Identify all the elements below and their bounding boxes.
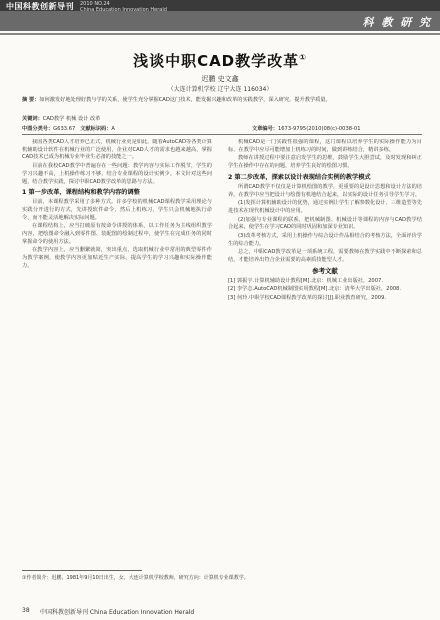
clc-label: 中图分类号：: [22, 126, 54, 132]
reference-item: [2] 李学志.AutoCAD机械制图实用教程[M].北京：清华大学出版社，2008.: [228, 286, 402, 293]
keywords-label: 关键词：: [22, 116, 43, 122]
body-paragraph: 在教学内容上，应当删繁就简，突出重点，选取机械行业中常用的典型零件作为教学案例，使教学内容更加贴近生产实际，提高学生的学习兴趣和实际操作能力。: [22, 247, 212, 269]
title-text: 浅谈中职CAD教学改革: [133, 52, 300, 70]
author-footnote: ①作者简介：迟鹏，1981年9月10日出生，女，大连计算机学校教师，研究方向：计算机专业课教学。: [22, 575, 249, 581]
doc-code-label: 文献标识码：: [80, 126, 112, 132]
article-number: [252, 125, 361, 132]
body-paragraph: 在课程结构上，应当打破原有按命令讲授的体系，以工作任务为主线组织教学内容，把绘图命令融入到零件图、装配图的绘制过程中，使学生在完成任务的同时掌握命令的使用方法。: [22, 223, 212, 245]
article-title: [0, 50, 440, 71]
body-paragraph: 教师在讲授过程中要注意启发学生的思维，鼓励学生大胆尝试，及时发现和纠正学生在操作中存在的问题，培养学生良好的绘图习惯。: [228, 155, 422, 170]
body-paragraph: (3)改革考核方式，采用上机操作与综合设计作品相结合的考核方法，全面评价学生的综合能力。: [228, 233, 422, 247]
doc-code-value: A: [111, 126, 115, 132]
reference-item: [1] 郭振宇.计算机辅助设计教程[M].北京：机械工业出版社，2007.: [228, 277, 383, 284]
author-affiliation: （大连计算机学校 辽宁大连 116034）: [167, 86, 273, 93]
left-column: [22, 139, 212, 567]
body-paragraph: 目前，本课程教学采用了多种方式。许多学校的机械CAD课程教学采用理论与实践分开进行的方式，先讲授软件命令，然后上机练习，学生只会机械地执行命令，而不能灵活地解决实际问题。: [22, 199, 212, 221]
journal-header: [0, 0, 440, 44]
keywords-text: CAD教学 机械 设计 改革: [42, 116, 101, 122]
volume-number: 2010 NO.24: [80, 1, 110, 7]
abstract-divider: [22, 134, 422, 135]
abstract-text: 如何激发好地处理好教与学的关系，使学生充分掌握CAD这门技术，能发掘兴趣和改革的实践教学，深入研究，提升教学质量。: [39, 97, 331, 103]
page-number: 38: [22, 607, 30, 614]
body-paragraph: 目前在我校CAD教学中普遍存在一些问题：教学内容与实际工作脱节，学生的学习兴趣不高，上机操作练习不够，结合专业课程的设计实例少。本文针对这些问题，结合教学实践，探讨中职CAD教学改革的思路与方法。: [22, 163, 212, 185]
reference-item: [3] 何玲.中职学校CAD课程教学改革的探讨[J].职业教育研究，2009.: [228, 294, 387, 301]
section-label: 科 教 研 究: [362, 16, 432, 29]
journal-english-name: China Education Innovation Herald: [80, 7, 167, 13]
body-paragraph: 所谓CAD教学不仅仅是计算机绘图的教学，更重要的是设计思想和设计方法的培养。在教学中应当把设计与绘图有机地结合起来，以实际的设计任务引导学生学习。: [228, 183, 422, 198]
keywords: [22, 115, 422, 122]
clc-value: G633.67: [53, 126, 76, 132]
body-paragraph: (2)加强与专业课程的联系，把机械制图、机械设计等课程的内容与CAD教学结合起来，使学生在学习CAD的同时巩固和加深专业知识。: [228, 216, 422, 231]
body-paragraph: (1)发挥计算机辅助设计的优势，通过实例让学生了解参数化设计、三维造型等先进技术在现代机械设计中的应用。: [228, 200, 422, 214]
body-paragraph: 机械CAD是一门实践性很强的课程，这门课程以培养学生的实际操作能力为目标，在教学中应尽可能增加上机练习的时间，做到讲练结合，精讲多练。: [228, 139, 422, 153]
conclusion-paragraph: 总之，中职CAD教学改革是一项系统工程，需要教师在教学实践中不断探索和总结，才能培养出符合企业需要的高素质技能型人才。: [228, 249, 422, 264]
title-footnote-mark: ①: [299, 53, 307, 62]
abstract: [22, 97, 422, 105]
journal-volume: [80, 1, 167, 13]
body-paragraph: 我国各类CAD人才培养已正式，机械行业更是如此。随着AutoCAD等各类计算机辅助设计软件在机械行业的广泛使用，企业对CAD人才的需求也越来越高，掌握CAD技术已成为机械专业毕业生必备的技能之一。: [22, 139, 212, 161]
footnote-divider: [22, 570, 142, 571]
footer-journal-name: 中国科教创新导刊 China Education Innovation Herald: [40, 609, 195, 616]
right-column: [228, 139, 422, 567]
article-authors: 迟鹏 史文鑫: [201, 75, 239, 83]
abstract-label: 摘 要：: [22, 97, 40, 103]
header-divider: [0, 33, 440, 35]
article-no-label: 文章编号：: [252, 126, 278, 132]
article-no-value: 1673-9795(2010)08(c)-0038-01: [277, 126, 361, 132]
references-heading: 参考文献: [312, 266, 338, 275]
section-heading-1: 1 第一步改革，课程结构和教学内容的调整: [22, 189, 140, 197]
classification: [22, 125, 422, 132]
section-heading-2: 2 第二步改革，探索以设计表现结合实例的教学模式: [228, 173, 371, 181]
journal-name: 中国科教创新导刊: [6, 2, 74, 11]
